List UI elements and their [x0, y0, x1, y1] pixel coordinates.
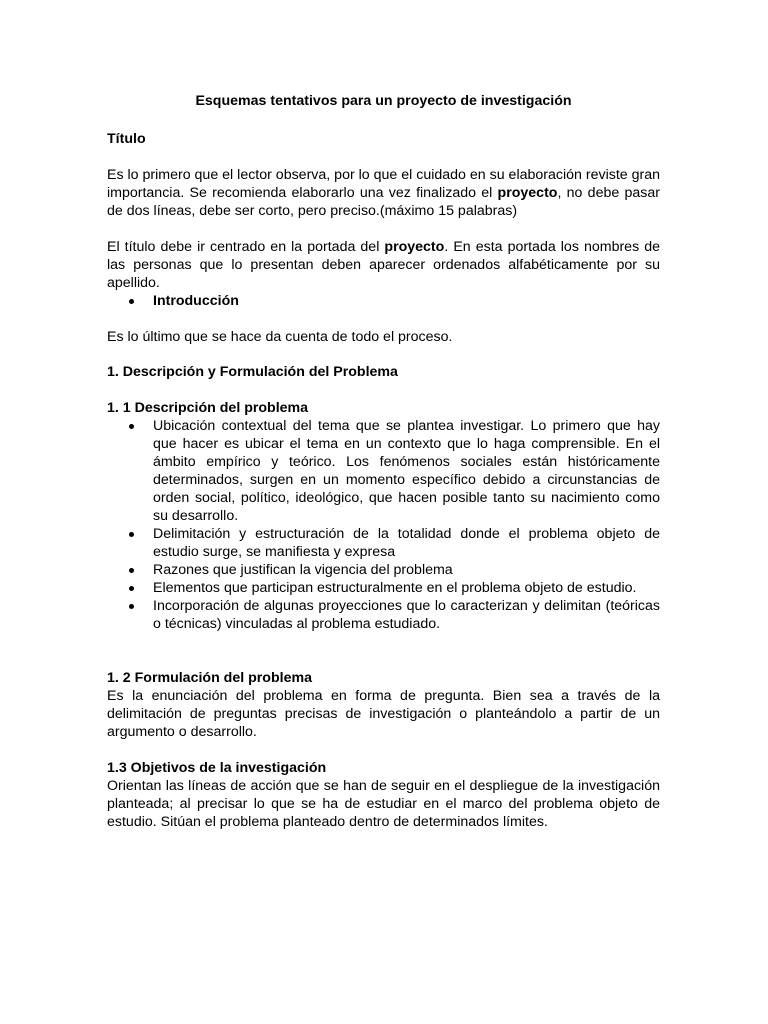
titulo-paragraph-1	[107, 166, 660, 220]
bullet-icon	[129, 604, 134, 609]
section-1-1-heading: 1. 1 Descripción del problema	[107, 400, 309, 416]
titulo-p1-bold: proyecto	[497, 185, 558, 201]
bullet-icon	[129, 532, 134, 537]
section-1-2-heading: 1. 2 Formulación del problema	[107, 670, 312, 686]
titulo-p1-text-b: , no debe pasar de dos líneas, debe ser corto, pero preciso.(máximo 15 palabras)	[107, 185, 660, 219]
section-1-heading: 1. Descripción y Formulación del Problema	[107, 364, 398, 380]
document-title: Esquemas tentativos para un proyecto de investigación	[195, 93, 572, 109]
intro-bullet-list	[107, 292, 660, 310]
bullet-icon	[129, 299, 134, 304]
titulo-heading: Título	[107, 131, 146, 147]
list-item-text: Delimitación y estructuración de la totalidad donde el problema objeto de estudio surge, se manifiesta y expresa	[153, 526, 660, 560]
list-item	[107, 579, 660, 597]
list-item-text: Incorporación de algunas proyecciones que lo caracterizan y delimitan (teóricas o técnicas) vinculadas al problema estudiado.	[153, 598, 660, 632]
list-item	[107, 561, 660, 579]
titulo-paragraph-2	[107, 238, 660, 292]
intro-text: Es lo último que se hace da cuenta de todo el proceso.	[107, 329, 453, 345]
list-item-text: Elementos que participan estructuralmente en el problema objeto de estudio.	[153, 580, 637, 596]
bullet-icon	[129, 424, 134, 429]
section-1-3-heading: 1.3 Objetivos de la investigación	[107, 760, 327, 776]
list-item	[107, 597, 660, 633]
titulo-p2-bold: proyecto	[384, 239, 445, 255]
list-item-text: Razones que justifican la vigencia del problema	[153, 562, 453, 578]
section-1-1-list	[107, 417, 660, 633]
bullet-icon	[129, 568, 134, 573]
titulo-p2-text-a: El título debe ir centrado en la portada del	[107, 239, 385, 255]
list-item-text: Ubicación contextual del tema que se plantea investigar. Lo primero que hay que hacer es ubicar el tema en un contexto que lo haga comprensible. En el ámbito empírico y teórico. Los fenómenos sociales están históricamente determinados, surgen en un momento específico debido a circunstancias de orden social, político, ideológico, que hacen posible tanto su nacimiento como su desarrollo.	[153, 418, 660, 524]
list-item	[107, 417, 660, 525]
list-item	[107, 525, 660, 561]
section-1-2-text: Es la enunciación del problema en forma de pregunta. Bien sea a través de la delimitación de preguntas precisas de investigación o planteándolo a partir de un argumento o desarrollo.	[107, 688, 660, 740]
intro-bullet-label: Introducción	[153, 293, 239, 309]
section-1-3-text: Orientan las líneas de acción que se han de seguir en el despliegue de la investigación planteada; al precisar lo que se ha de estudiar en el marco del problema objeto de estudio. Sitúan el problema planteado dentro de determinados límites.	[107, 778, 660, 830]
titulo-p2-text-b: . En esta portada los nombres de las personas que lo presentan deben aparecer ordenados alfabéticamente por su apellido.	[107, 239, 661, 291]
intro-bullet-item	[107, 292, 660, 310]
titulo-p1-text-a: Es lo primero que el lector observa, por lo que el cuidado en su elaboración reviste gran importancia. Se recomienda elaborarlo una vez finalizado el	[107, 167, 660, 201]
bullet-icon	[129, 586, 134, 591]
